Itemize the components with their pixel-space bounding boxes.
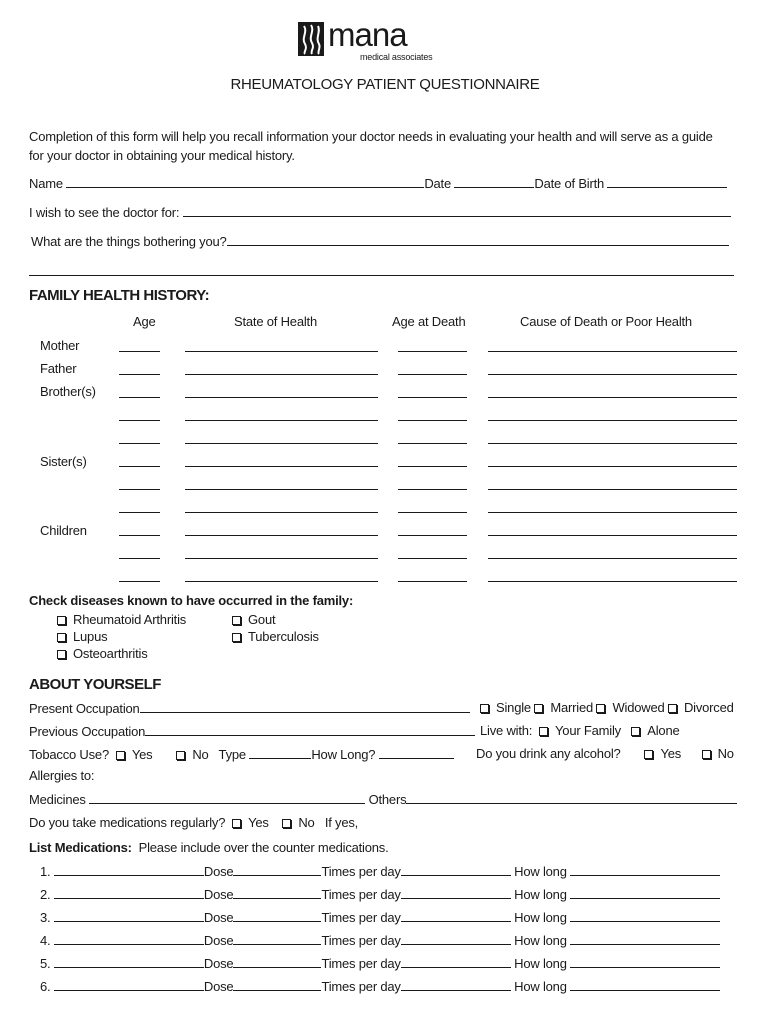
dose-label: Dose [203,979,234,994]
family-age-at-death-field[interactable] [398,581,467,582]
times-per-day-field[interactable] [401,909,511,922]
medication-row [40,978,720,994]
family-state-of-health-field[interactable] [185,374,378,375]
times-per-day-field[interactable] [401,863,511,876]
medications-heading: List Medications: [29,840,132,855]
checkbox-icon[interactable] [232,616,241,625]
see-doctor-row [29,204,731,220]
take-meds-label: Do you take medications regularly? [29,815,226,830]
col-cause-of-death: Cause of Death or Poor Health [520,314,692,329]
family-age-at-death-field[interactable] [398,535,467,536]
live-alone: Alone [647,723,680,738]
family-age-field[interactable] [119,466,160,467]
dose-label: Dose [203,933,234,948]
medicines-label: Medicines [29,792,86,807]
disease-tb[interactable] [232,629,319,644]
medicines-row [29,791,737,807]
member-brothers: Brother(s) [40,384,96,399]
checkbox-icon[interactable] [176,751,185,760]
disease-oa-label: Osteoarthritis [73,646,148,661]
disease-tb-label: Tuberculosis [248,629,319,644]
dose-label: Dose [203,864,234,879]
disease-gout-label: Gout [248,612,276,627]
medication-name-field[interactable] [54,863,204,876]
live-with-label: Live with: [480,723,533,738]
bothering-field[interactable] [227,233,729,246]
family-state-of-health-field[interactable] [185,420,378,421]
how-long-field[interactable] [570,886,720,899]
family-state-of-health-field[interactable] [185,512,378,513]
tobacco-label: Tobacco Use? [29,747,109,762]
medicines-field[interactable] [89,791,365,804]
take-meds-yes: Yes [248,815,269,830]
medication-row [40,886,720,902]
marital-married: Married [550,700,594,715]
how-long-field[interactable] [570,978,720,991]
alcohol-label: Do you drink any alcohol? [476,746,621,761]
family-state-of-health-field[interactable] [185,443,378,444]
occupation-field[interactable] [140,700,470,713]
family-cause-field[interactable] [488,351,737,352]
family-age-field[interactable] [119,397,160,398]
family-state-of-health-field[interactable] [185,351,378,352]
about-heading: ABOUT YOURSELF [29,676,161,693]
family-cause-field[interactable] [488,466,737,467]
take-meds-no: No [298,815,315,830]
family-age-at-death-field[interactable] [398,466,467,467]
family-state-of-health-field[interactable] [185,558,378,559]
if-yes-label: If yes, [324,815,359,830]
dob-field[interactable] [607,175,727,188]
dose-field[interactable] [233,932,321,945]
col-age: Age [133,314,156,329]
how-long-field[interactable] [570,955,720,968]
prev-occupation-label: Previous Occupation [29,724,146,739]
family-age-field[interactable] [119,558,160,559]
tobacco-row [29,746,454,762]
live-with-row [480,723,680,738]
medication-name-field[interactable] [54,932,204,945]
how-long-label: How long [514,979,567,994]
family-cause-field[interactable] [488,374,737,375]
checkbox-icon[interactable] [534,704,543,713]
date-field[interactable] [454,175,534,188]
checkbox-icon[interactable] [232,633,241,642]
tobacco-no: No [192,747,209,762]
tobacco-how-long-label: How Long? [311,747,376,762]
see-doctor-label: I wish to see the doctor for: [29,205,180,220]
tobacco-type-label: Type [218,747,246,762]
checkbox-icon[interactable] [57,650,66,659]
family-age-at-death-field[interactable] [398,443,467,444]
form-title: RHEUMATOLOGY PATIENT QUESTIONNAIRE [230,76,540,93]
bothering-field-line2[interactable] [29,275,734,276]
family-age-at-death-field[interactable] [398,351,467,352]
times-per-day-field[interactable] [401,955,511,968]
checkbox-icon[interactable] [57,616,66,625]
family-age-at-death-field[interactable] [398,374,467,375]
name-row [29,175,727,191]
alcohol-yes: Yes [660,746,682,761]
family-age-at-death-field[interactable] [398,420,467,421]
family-age-at-death-field[interactable] [398,489,467,490]
medication-number: 5. [40,956,51,971]
family-state-of-health-field[interactable] [185,535,378,536]
disease-oa[interactable] [57,646,148,661]
marital-widowed: Widowed [612,700,665,715]
col-age-at-death: Age at Death [392,314,466,329]
diseases-heading: Check diseases known to have occurred in the family: [29,593,354,608]
dose-label: Dose [203,910,234,925]
checkbox-icon[interactable] [116,751,125,760]
marital-row [480,700,734,715]
allergies-label: Allergies to: [29,768,95,783]
family-state-of-health-field[interactable] [185,397,378,398]
times-per-day-label: Times per day [321,910,401,925]
member-children: Children [40,523,87,538]
family-age-field[interactable] [119,535,160,536]
medication-row [40,955,720,971]
occupation-label: Present Occupation [29,701,140,716]
family-age-field[interactable] [119,374,160,375]
medication-number: 2. [40,887,51,902]
checkbox-icon[interactable] [668,704,677,713]
dob-label: Date of Birth [534,176,605,191]
family-cause-field[interactable] [488,535,737,536]
checkbox-icon[interactable] [539,727,548,736]
mana-logo [298,16,448,64]
times-per-day-label: Times per day [321,956,401,971]
prev-occupation-field[interactable] [145,723,475,736]
logo-subtitle: medical associates [360,52,433,62]
medication-row [40,863,720,879]
marital-divorced: Divorced [683,700,734,715]
checkbox-icon[interactable] [480,704,489,713]
family-age-at-death-field[interactable] [398,512,467,513]
checkbox-icon[interactable] [57,633,66,642]
times-per-day-label: Times per day [321,887,401,902]
checkbox-icon[interactable] [596,704,605,713]
prev-occupation-row [29,723,475,739]
checkbox-icon[interactable] [282,819,291,828]
medication-number: 4. [40,933,51,948]
alcohol-row [476,746,734,761]
others-label: Others [368,792,407,807]
bothering-label: What are the things bothering you? [31,234,227,249]
disease-ra[interactable] [57,612,186,627]
disease-lupus-label: Lupus [73,629,108,644]
family-cause-field[interactable] [488,420,737,421]
medication-name-field[interactable] [54,886,204,899]
alcohol-no: No [717,746,734,761]
logo-name: mana [328,16,407,53]
medication-number: 3. [40,910,51,925]
family-cause-field[interactable] [488,489,737,490]
family-state-of-health-field[interactable] [185,466,378,467]
family-cause-field[interactable] [488,512,737,513]
checkbox-icon[interactable] [232,819,241,828]
see-doctor-field[interactable] [183,204,731,217]
disease-lupus[interactable] [57,629,107,644]
checkbox-icon[interactable] [631,727,640,736]
medications-heading-row [29,840,389,855]
disease-ra-label: Rheumatoid Arthritis [73,612,187,627]
name-label: Name [29,176,63,191]
medications-note: Please include over the counter medications. [138,840,389,855]
times-per-day-field[interactable] [401,978,511,991]
medication-number: 1. [40,864,51,879]
bothering-row [31,233,729,249]
how-long-label: How long [514,956,567,971]
family-cause-field[interactable] [488,443,737,444]
family-age-field[interactable] [119,351,160,352]
checkbox-icon[interactable] [644,750,653,759]
take-meds-row [29,815,358,830]
medication-name-field[interactable] [54,909,204,922]
dose-field[interactable] [233,955,321,968]
marital-single: Single [496,700,531,715]
medication-row [40,932,720,948]
family-age-field[interactable] [119,512,160,513]
dose-field[interactable] [233,886,321,899]
tobacco-type-field[interactable] [249,746,311,759]
how-long-label: How long [514,887,567,902]
occupation-row [29,700,470,716]
logo-mark-icon [298,22,324,56]
times-per-day-label: Times per day [321,933,401,948]
disease-gout[interactable] [232,612,275,627]
family-cause-field[interactable] [488,581,737,582]
family-state-of-health-field[interactable] [185,489,378,490]
times-per-day-field[interactable] [401,932,511,945]
name-field[interactable] [66,175,424,188]
how-long-label: How long [514,933,567,948]
dose-field[interactable] [233,863,321,876]
family-age-field[interactable] [119,443,160,444]
how-long-field[interactable] [570,932,720,945]
dose-field[interactable] [233,978,321,991]
dose-label: Dose [203,956,234,971]
date-label: Date [424,176,451,191]
member-father: Father [40,361,77,376]
how-long-field[interactable] [570,863,720,876]
member-sisters: Sister(s) [40,454,87,469]
family-age-field[interactable] [119,489,160,490]
family-cause-field[interactable] [488,397,737,398]
family-cause-field[interactable] [488,558,737,559]
tobacco-yes: Yes [131,747,153,762]
intro-text: Completion of this form will help you recall information your doctor needs in evaluating your health and will serve as a guide for your doctor in obtaining your medical history. [29,129,713,163]
medication-row [40,909,720,925]
times-per-day-field[interactable] [401,886,511,899]
how-long-label: How long [514,864,567,879]
family-age-at-death-field[interactable] [398,397,467,398]
times-per-day-label: Times per day [321,979,401,994]
times-per-day-label: Times per day [321,864,401,879]
how-long-field[interactable] [570,909,720,922]
tobacco-how-long-field[interactable] [379,746,454,759]
family-state-of-health-field[interactable] [185,581,378,582]
checkbox-icon[interactable] [702,750,711,759]
dose-label: Dose [203,887,234,902]
member-mother: Mother [40,338,80,353]
live-family: Your Family [555,723,621,738]
others-field[interactable] [406,791,737,804]
family-age-at-death-field[interactable] [398,558,467,559]
family-age-field[interactable] [119,420,160,421]
col-state-of-health: State of Health [234,314,317,329]
medication-name-field[interactable] [54,955,204,968]
medication-name-field[interactable] [54,978,204,991]
medication-number: 6. [40,979,51,994]
dose-field[interactable] [233,909,321,922]
how-long-label: How long [514,910,567,925]
family-age-field[interactable] [119,581,160,582]
family-history-heading: FAMILY HEALTH HISTORY: [29,287,210,304]
